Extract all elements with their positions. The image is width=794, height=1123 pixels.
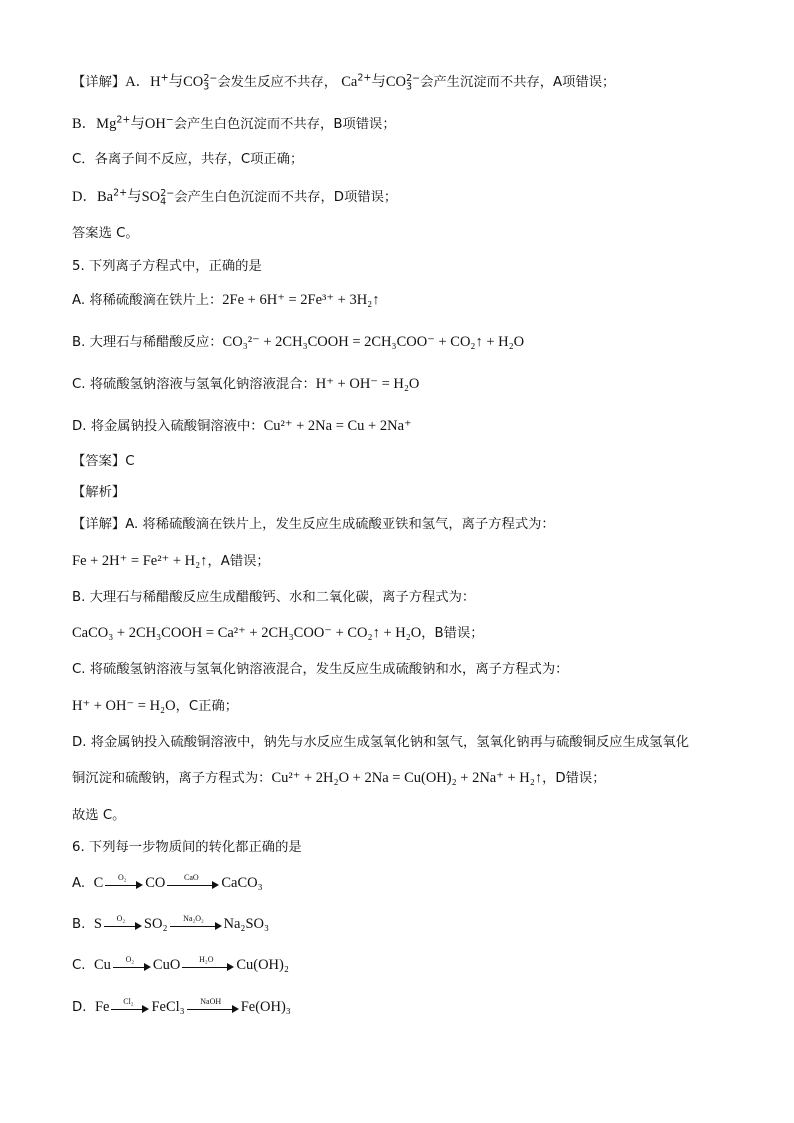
q5-explanation-b: B. 大理石与稀醋酸反应生成醋酸钙、水和二氧化碳，离子方程式为：	[72, 590, 476, 605]
detail-label: 【详解】	[72, 75, 126, 90]
q4-explanation-c: C．各离子间不反应，共存，C项正确；	[72, 152, 304, 167]
q5-explanation-c-eq: H⁺ + OH⁻ = H₂O，C正确；	[72, 698, 239, 714]
q5-stem: 5. 下列离子方程式中，正确的是	[72, 259, 262, 274]
reaction-arrow: NaOH	[187, 1001, 239, 1013]
q5-explanation-c: C. 将硫酸氢钠溶液与氢氧化钠溶液混合，发生反应生成硫酸钠和水，离子方程式为：	[72, 662, 569, 677]
q4-explanation-a: 【详解】A．H+与$CO_3^{2-}$会发生反应不共存， $Ca^{2+}$与$CO_3^{2-}$会产生沉淀而不共存，A项错误；	[72, 72, 616, 93]
reaction-arrow: Cl₂	[111, 1001, 149, 1013]
q6-option-d: D. Fe Cl₂ FeCl₃ NaOH Fe(OH)₃	[72, 997, 291, 1015]
reaction-arrow: CaO	[167, 877, 219, 889]
q6-option-c: C. Cu O₂ CuO H₂O Cu(OH)₂	[72, 955, 289, 973]
q5-option-c: C. 将硫酸氢钠溶液与氢氧化钠溶液混合：H⁺ + OH⁻ = H₂O	[72, 376, 420, 392]
q5-explanation-a: 【详解】A. 将稀硫酸滴在铁片上，发生反应生成硫酸亚铁和氢气，离子方程式为：	[72, 517, 555, 532]
q5-answer: 【答案】C	[72, 454, 135, 469]
q5-option-b: B. 大理石与稀醋酸反应：CO₃²⁻ + 2CH₃COOH = 2CH₃COO⁻ + CO₂↑ + H₂O	[72, 334, 525, 350]
q5-option-d: D. 将金属钠投入硫酸铜溶液中：Cu²⁺ + 2Na = Cu + 2Na⁺	[72, 418, 412, 434]
q4-conclusion: 答案选 C。	[72, 226, 139, 241]
q5-explanation-b-eq: CaCO₃ + 2CH₃COOH = Ca²⁺ + 2CH₃COO⁻ + CO₂↑ + H₂O，B错误；	[72, 625, 484, 641]
q5-conclusion: 故选 C。	[72, 808, 126, 823]
q6-option-b: B. S O₂ SO₂ Na₂O₂ Na₂SO₃	[72, 914, 270, 932]
q5-analysis-label: 【解析】	[72, 485, 126, 500]
q5-explanation-a-eq: Fe + 2H⁺ = Fe²⁺ + H₂↑，A错误；	[72, 553, 270, 569]
reaction-arrow: H₂O	[182, 959, 234, 971]
q4-explanation-b: B．$Mg^{2+}$与OH−会产生白色沉淀而不共存，B项错误；	[72, 114, 396, 132]
reaction-arrow: O₂	[105, 877, 143, 889]
reaction-arrow: O₂	[104, 918, 142, 930]
reaction-arrow: O₂	[113, 959, 151, 971]
q5-option-a: A. 将稀硫酸滴在铁片上：2Fe + 6H⁺ = 2Fe³⁺ + 3H₂↑	[72, 292, 380, 308]
q6-stem: 6. 下列每一步物质间的转化都正确的是	[72, 840, 302, 855]
reaction-arrow: Na₂O₂	[170, 918, 222, 930]
q6-option-a: A. C O₂ CO CaO CaCO₃	[72, 873, 263, 891]
q5-explanation-d-cont: 铜沉淀和硫酸钠，离子方程式为：Cu²⁺ + 2H₂O + 2Na = Cu(OH)₂ + 2Na⁺ + H₂↑，D错误；	[72, 770, 606, 786]
q4-explanation-d: D．$Ba^{2+}$与$SO_4^{2-}$会产生白色沉淀而不共存，D项错误；	[72, 187, 398, 208]
q5-explanation-d: D. 将金属钠投入硫酸铜溶液中，钠先与水反应生成氢氧化钠和氢气，氢氧化钠再与硫酸铜反应生成氢氧化	[72, 735, 690, 750]
